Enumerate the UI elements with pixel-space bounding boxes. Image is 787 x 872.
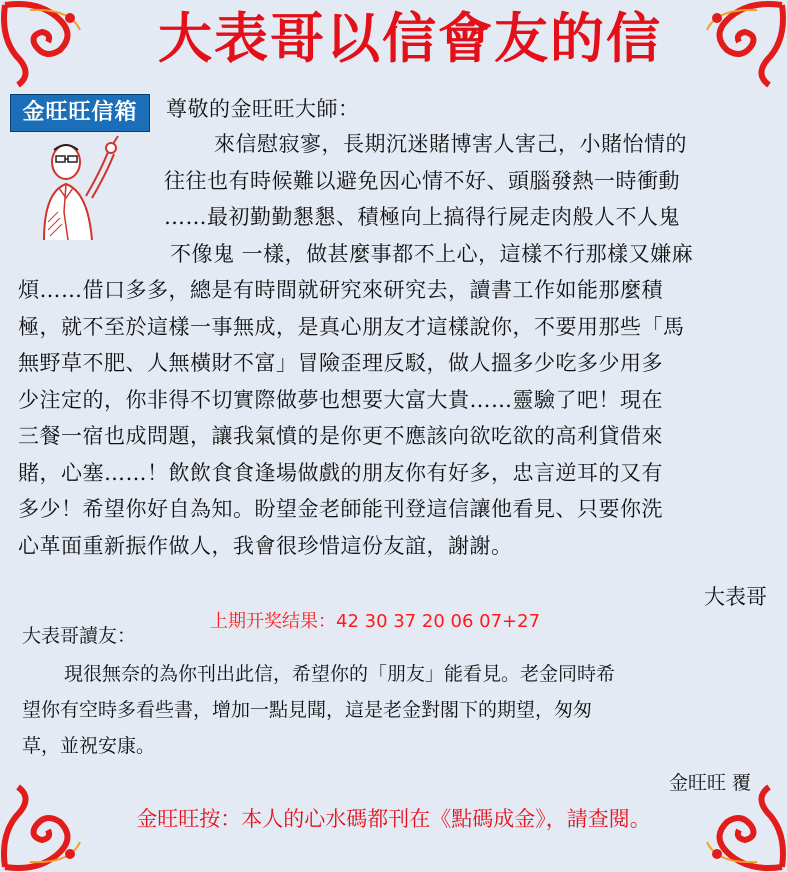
reply-greeting: 大表哥讀友： — [22, 625, 137, 647]
reply-signature: 金旺旺 覆 — [668, 772, 751, 794]
letter-line: 心革面重新振作做人，我會很珍惜這份友誼，謝謝。 — [18, 533, 513, 558]
letter-line: 多少！希望你好自為知。盼望金老師能刊登這信讓他看見、只要你洗 — [18, 497, 663, 521]
letter-line: 煩……借口多多，總是有時間就研究來研究去，讀書工作如能那麼積 — [18, 278, 663, 302]
letter-line: 無野草不肥、人無橫財不富」冒險歪理反駁，做人搵多少吃多少用多 — [18, 351, 663, 375]
lottery-result: 上期开奖结果：42 30 37 20 06 07+27 — [210, 611, 541, 632]
corner-ornament-top-right — [677, 0, 787, 90]
column-logo-label: 金旺旺信箱 — [10, 94, 150, 132]
reply-line: 草，並祝安康。 — [22, 735, 156, 757]
reply-body — [22, 656, 778, 764]
letter-line: 賭，心塞……！飲飲食食逢場做戲的朋友你有好多，忠言逆耳的又有 — [18, 460, 663, 485]
reply-line: 現很無奈的為你刊出此信，希望你的「朋友」能看見。老金同時希 — [64, 663, 616, 685]
letter-salutation: 尊敬的金旺旺大師： — [166, 97, 360, 121]
letter-body — [18, 126, 778, 564]
footer-note: 金旺旺按：本人的心水碼都刊在《點碼成金》，請查閱。 — [136, 807, 651, 831]
letter-line: 三餐一宿也成問題，讓我氣憤的是你更不應該向欲吃欲的高利貸借來 — [18, 424, 663, 448]
corner-ornament-top-left — [0, 0, 110, 90]
letter-line: 不像鬼 一樣，做甚麼事都不上心，這樣不行那樣又嫌麻 — [170, 241, 694, 266]
headline-title: 大表哥以信會友的信 — [158, 7, 662, 70]
letter-line: 少注定的，你非得不切實際做夢也想要大富大貴……靈驗了吧！現在 — [18, 387, 663, 412]
letter-signature: 大表哥 — [704, 585, 767, 609]
reply-line: 望你有空時多看些書，增加一點見聞，這是老金對閣下的期望，匆匆 — [22, 699, 593, 721]
letter-line: 來信慰寂寥，長期沉迷賭博害人害己，小賭怡情的 — [214, 132, 687, 156]
letter-line: ……最初勤勤懇懇、積極向上搞得行屍走肉般人不人鬼 — [164, 205, 680, 229]
letter-line: 往往也有時候難以避免因心情不好、頭腦發熱一時衝動 — [164, 168, 680, 193]
letter-line: 極，就不至於這樣一事無成，是真心朋友才這樣說你，不要用那些「馬 — [18, 314, 685, 339]
